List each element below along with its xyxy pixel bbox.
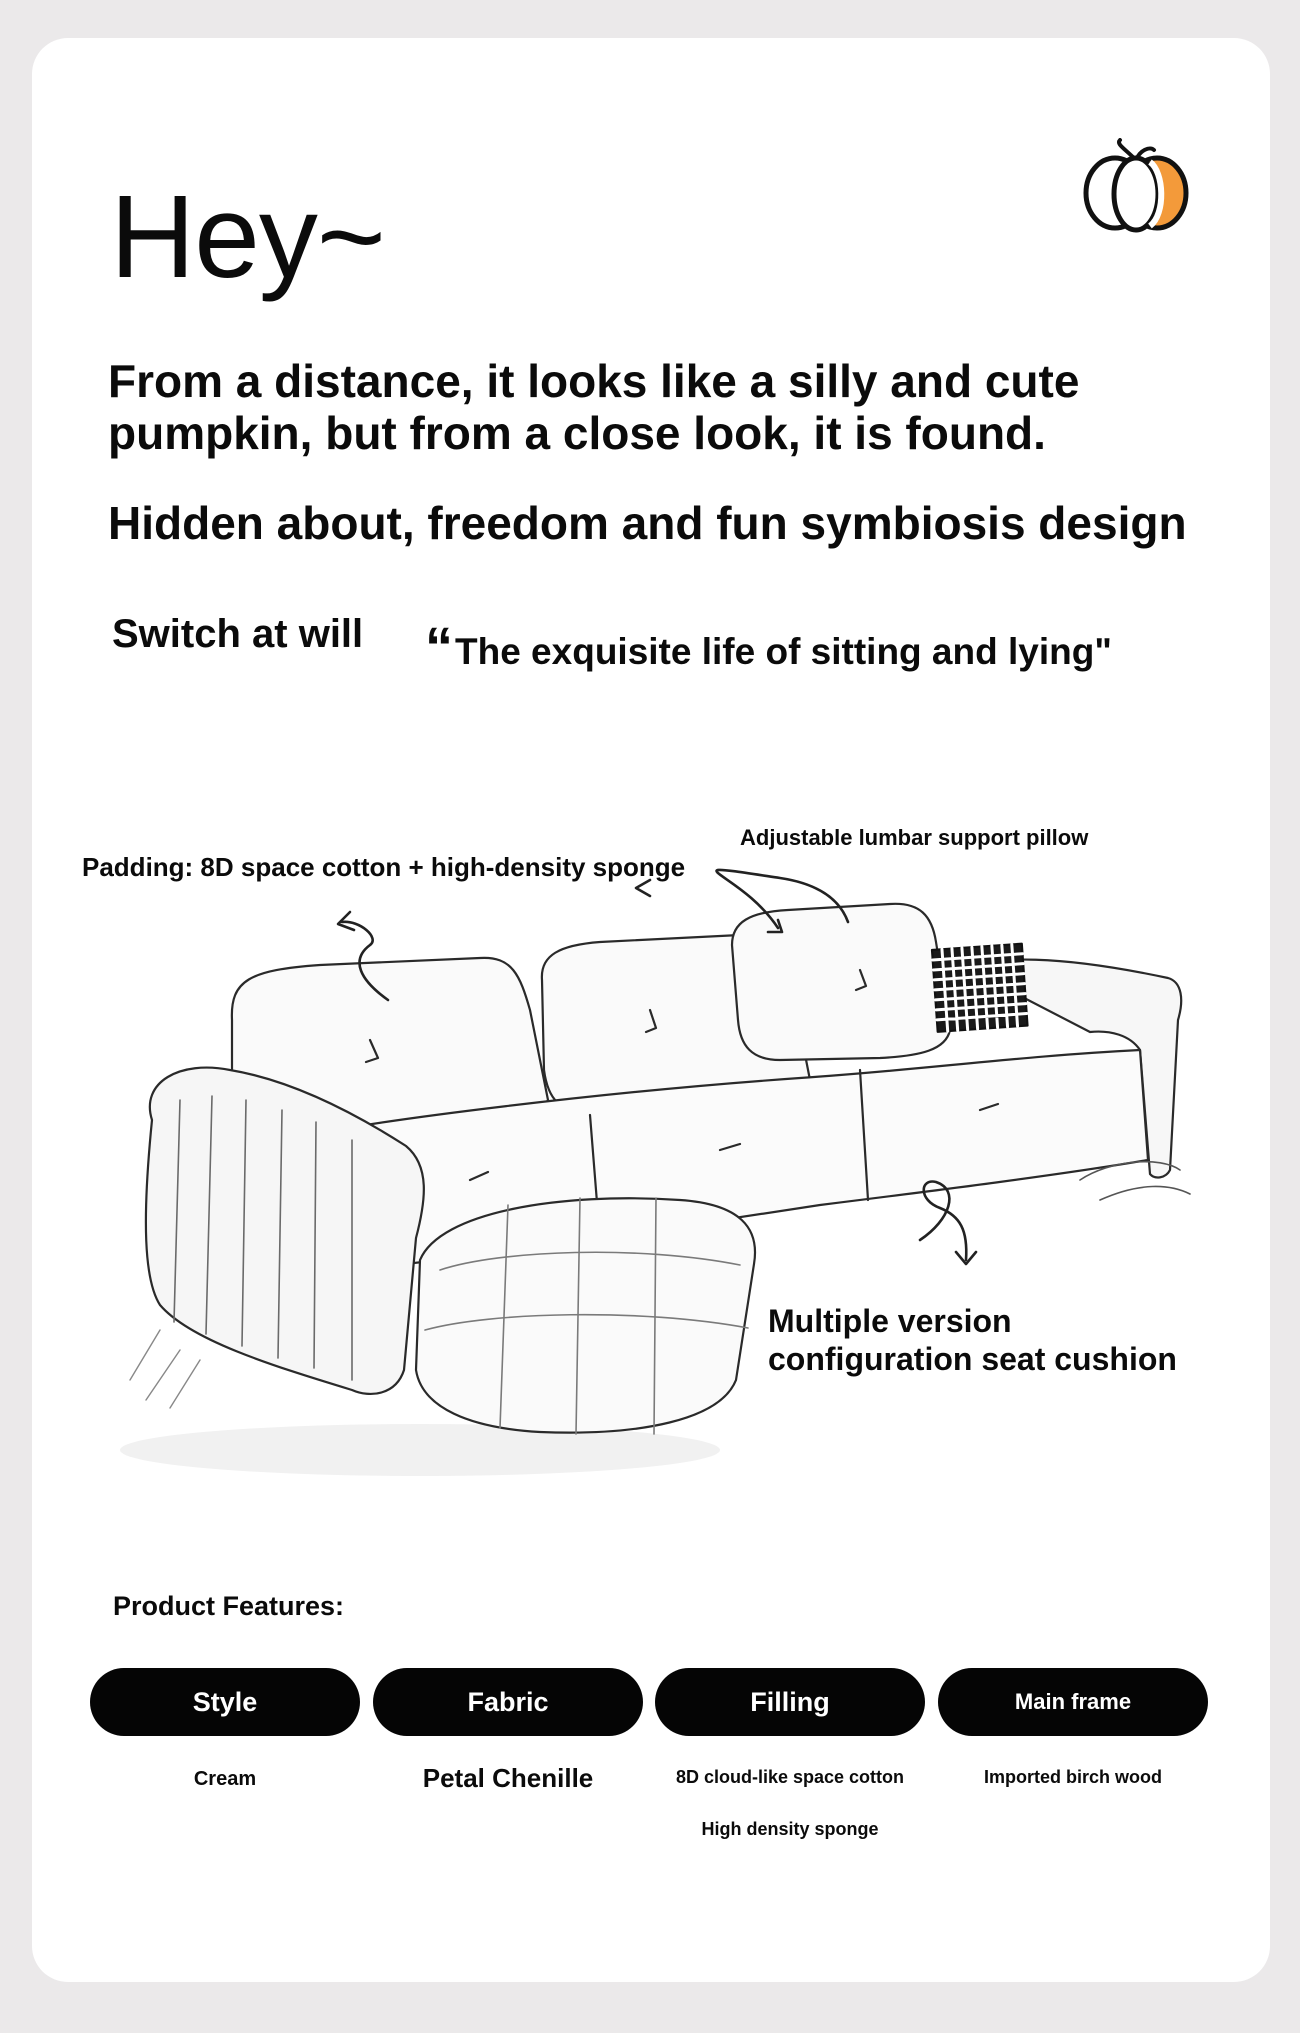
quote-mark: “	[425, 615, 453, 678]
callout-padding: Padding: 8D space cotton + high-density sponge	[82, 852, 686, 882]
pumpkin-icon	[1080, 138, 1192, 233]
feature-pill-style: Style	[90, 1668, 360, 1736]
callout-seat-cushion-line-2: configuration seat cushion	[768, 1341, 1177, 1377]
feature-value-filling-2: High density sponge	[701, 1819, 879, 1839]
headline	[108, 355, 1208, 459]
features-title: Product Features:	[113, 1591, 345, 1621]
sofa-sketch-illustration	[120, 860, 1200, 1500]
feature-pill-fabric: Fabric	[373, 1668, 643, 1736]
greeting-title: Hey~	[110, 171, 385, 303]
headline-line-1: From a distance, it looks like a silly and cute	[108, 355, 1080, 407]
feature-pill-main-frame: Main frame	[938, 1668, 1208, 1736]
quote	[425, 612, 1112, 677]
feature-value-filling-1: 8D cloud-like space cotton	[675, 1767, 905, 1787]
feature-pill-filling: Filling	[655, 1668, 925, 1736]
feature-value-main-frame: Imported birch wood	[984, 1767, 1162, 1787]
callout-seat-cushion-line-1: Multiple version	[768, 1303, 1012, 1339]
feature-value-style: Cream	[193, 1768, 257, 1790]
quote-text: The exquisite life of sitting and lying"	[455, 631, 1112, 672]
callout-seat-cushion	[768, 1302, 1218, 1378]
headline-line-2: pumpkin, but from a close look, it is found.	[108, 407, 1046, 459]
callout-lumbar: Adjustable lumbar support pillow	[740, 825, 1089, 850]
feature-value-fabric: Petal Chenille	[422, 1763, 594, 1793]
subheadline: Hidden about, freedom and fun symbiosis design	[108, 497, 1187, 549]
switch-text: Switch at will	[112, 612, 364, 656]
